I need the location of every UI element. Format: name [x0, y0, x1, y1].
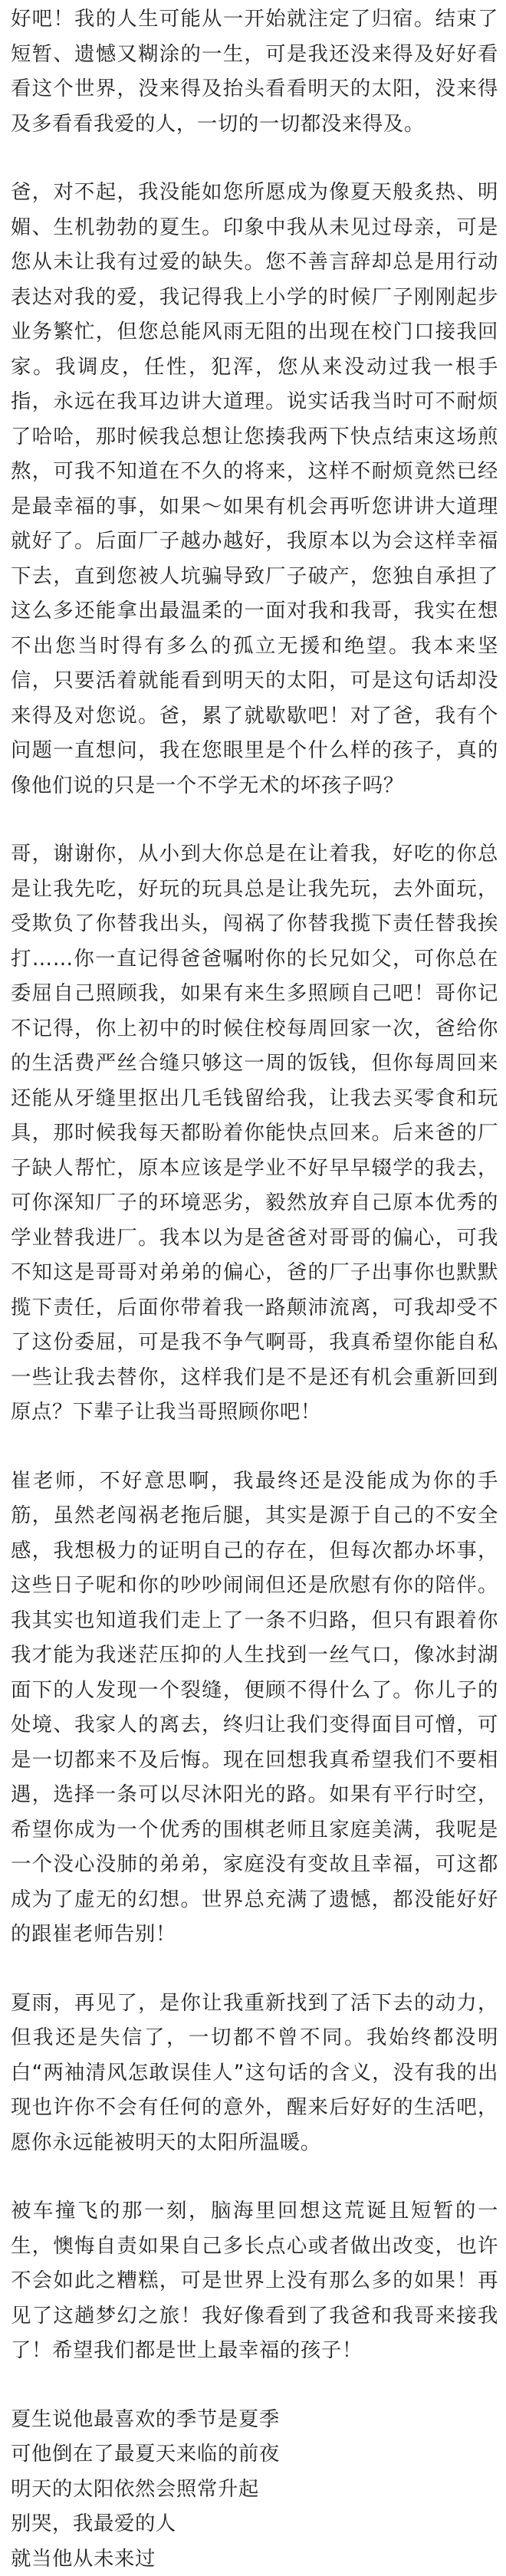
paragraph-intro: 好吧！我的人生可能从一开始就注定了归宿。结束了短暂、遗憾又糊涂的一生，可是我还没来得及好好看看这个世界，没来得及抬头看看明天的太阳，没来得及多看看我爱的人，一切的一切都没来得及。	[11, 2, 498, 141]
poem-line: 夏生说他最喜欢的季节是夏季	[11, 2402, 498, 2437]
paragraph-letter-to-brother: 哥，谢谢你，从小到大你总是在让着我，好吃的你总是让我先吃，好玩的玩具总是让我先玩，去外面玩，受欺负了你替我出头，闯祸了你替我揽下责任替我挨打……你一直记得爸爸嘱咐你的长兄如父，可你总在委屈自己照顾我，如果有来生多照顾自己吧！哥你记不记得，你上初中的时候住校每周回家一次，爸给你的生活费严丝合缝只够这一周的饭钱，但你每周回来还能从牙缝里抠出几毛钱留给我，让我去买零食和玩具，那时候我每天都盼着你能快点回来。后来爸的厂子缺人帮忙，原本应该是学业不好早早辍学的我去，可你深知厂子的环境恶劣，毅然放弃自己原本优秀的学业替我进厂。我本以为是爸爸对哥哥的偏心，可我不知这是哥哥对弟弟的偏心，爸的厂子出事你也默默揽下责任，后面你带着我一路颠沛流离，可我却受不了这份委屈，可是我不争气啊哥，我真希望你能自私一些让我去替你，这样我们是不是还有机会重新回到原点？下辈子让我当哥照顾你吧！	[11, 836, 498, 1430]
poem-line: 可他倒在了最夏天来临的前夜	[11, 2436, 498, 2472]
poem-line: 别哭，我最爱的人	[11, 2506, 498, 2542]
poem-line: 明天的太阳依然会照常升起	[11, 2472, 498, 2507]
poem-line: 就当他从未来过	[11, 2542, 498, 2576]
closing-poem	[11, 2402, 498, 2576]
paragraph-final-moment: 被车撞飞的那一刻，脑海里回想这荒诞且短暂的一生，懊悔自责如果自己多长点心或者做出改变，也许不会如此之糟糕，可是世界上没有那么多的如果！再见了这趟梦幻之旅！我好像看到了我爸和我哥来接我了！希望我们都是世上最幸福的孩子！	[11, 2193, 498, 2368]
paragraph-letter-to-xiayu: 夏雨，再见了，是你让我重新找到了活下去的动力，但我还是失信了，一切都不曾不同。我始终都没明白“两袖清风怎敢误佳人”这句话的含义，没有我的出现也许你不会有任何的意外，醒来后好好的生活吧，愿你永远能被明天的太阳所温暖。	[11, 1986, 498, 2160]
paragraph-letter-to-father: 爸，对不起，我没能如您所愿成为像夏天般炙热、明媚、生机勃勃的夏生。印象中我从未见过母亲，可是您从未让我有过爱的缺失。您不善言辞却总是用行动表达对我的爱，我记得我上小学的时候厂子刚刚起步业务繁忙，但您总能风雨无阻的出现在校门口接我回家。我调皮，任性，犯浑，您从来没动过我一根手指，永远在我耳边讲大道理。说实话我当时可不耐烦了哈哈，那时候我总想让您揍我两下快点结束这场煎熬，可我不知道在不久的将来，这样不耐烦竟然已经是最幸福的事，如果～如果有机会再听您讲讲大道理就好了。后面厂子越办越好，我原本以为会这样幸福下去，直到您被人坑骗导致厂子破产，您独自承担了这么多还能拿出最温柔的一面对我和我哥，我实在想不出您当时得有多么的孤立无援和绝望。我本来坚信，只要活着就能看到明天的太阳，可是这句话却没来得及对您说。爸，累了就歇歇吧！对了爸，我有个问题一直想问，我在您眼里是个什么样的孩子，真的像他们说的只是一个不学无术的坏孩子吗？	[11, 175, 498, 803]
paragraph-letter-to-teacher-cui: 崔老师，不好意思啊，我最终还是没能成为你的手筋，虽然老闯祸老拖后腿，其实是源于自己的不安全感，我想极力的证明自己的存在，但每次都办坏事，这些日子呢和你的吵吵闹闹但还是欣慰有你的陪伴。我其实也知道我们走上了一条不归路，但只有跟着你我才能为我迷茫压抑的人生找到一丝气口，像冰封湖面下的人发现一个裂缝，便顾不得什么了。你儿子的处境、我家人的离去，终归让我们变得面目可憎，可是一切都来不及后悔。现在回想我真希望我们不要相遇，选择一条可以尽沐阳光的路。如果有平行时空，希望你成为一个优秀的围棋老师且家庭美满，我呢是一个没心没肺的弟弟，家庭没有变故且幸福，可这都成为了虚无的幻想。世界总充满了遗憾，都没能好好的跟崔老师告别！	[11, 1464, 498, 1952]
